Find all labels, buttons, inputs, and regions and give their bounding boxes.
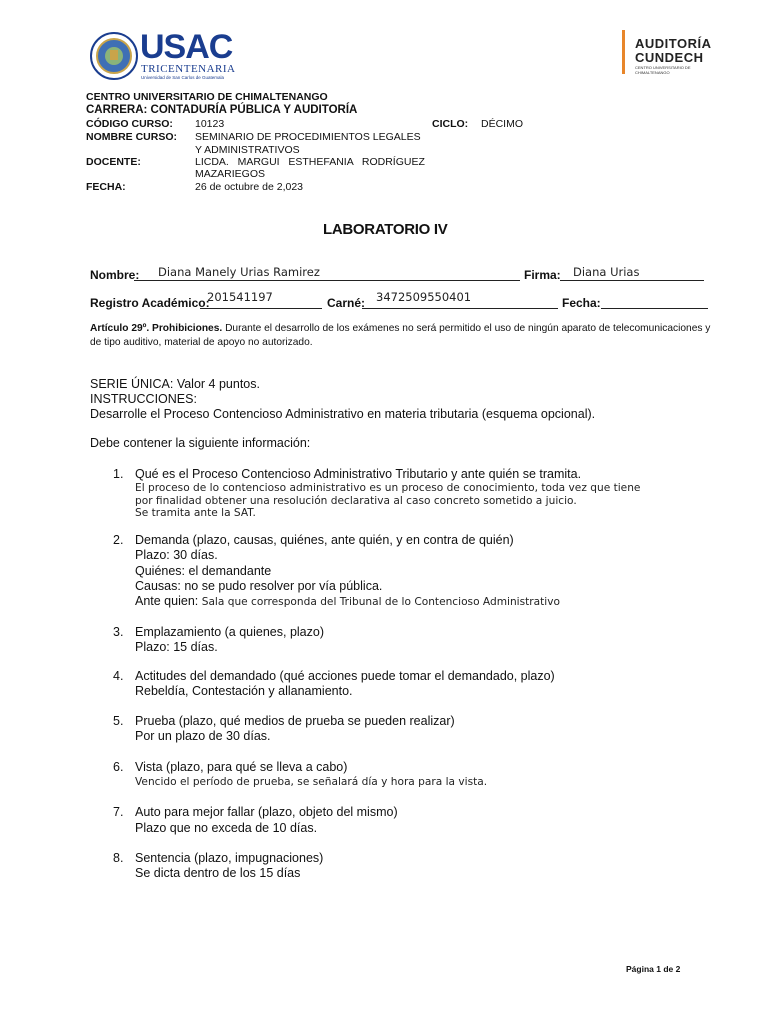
q6-answer[interactable]: Vencido el período de prueba, se señalará día y hora para la vista. <box>135 776 488 788</box>
code-value: 10123 <box>195 118 225 130</box>
q2-number: 2. <box>113 533 124 547</box>
article-text-1: Durante el desarrollo de los exámenes no será permitido el uso de ningún aparato de telecomunicaciones y <box>222 323 711 334</box>
cundech-logo <box>622 30 722 76</box>
course-label: NOMBRE CURSO: <box>86 131 177 143</box>
q8-number: 8. <box>113 851 124 865</box>
q1-answer-line-1: El proceso de lo contencioso administrativo es un proceso de conocimiento, toda vez que tiene <box>135 482 641 494</box>
registry-line <box>200 308 322 309</box>
q1-number: 1. <box>113 467 124 481</box>
instructions-intro: Debe contener la siguiente información: <box>90 436 311 450</box>
q2-line-1[interactable]: Plazo: 30 días. <box>135 548 218 562</box>
article-text <box>90 322 730 349</box>
carne-value[interactable]: 3472509550401 <box>376 290 472 304</box>
q7-number: 7. <box>113 805 124 819</box>
usac-seal-icon <box>90 32 138 80</box>
q2-line-4-label: Ante quien: <box>135 594 202 608</box>
q1-text: Qué es el Proceso Contencioso Administrativo Tributario y ante quién se tramita. <box>135 467 582 481</box>
q5-text: Prueba (plazo, qué medios de prueba se pueden realizar) <box>135 714 455 728</box>
cundech-logo-line1: AUDITORÍA <box>635 36 712 51</box>
signature-line <box>560 280 704 281</box>
q8-line-1[interactable]: Se dicta dentro de los 15 días <box>135 866 301 880</box>
name-label: Nombre: <box>90 268 140 282</box>
usac-logo-text: USAC <box>140 28 233 66</box>
q2-line-3[interactable]: Causas: no se pudo resolver por vía pública. <box>135 579 383 593</box>
code-label: CÓDIGO CURSO: <box>86 118 173 130</box>
institution-career: CARRERA: CONTADURÍA PÚBLICA Y AUDITORÍA <box>86 104 358 116</box>
q7-line-1[interactable]: Plazo que no exceda de 10 días. <box>135 821 318 835</box>
q2-line-2[interactable]: Quiénes: el demandante <box>135 564 272 578</box>
carne-label: Carné: <box>327 296 366 310</box>
q5-line-1[interactable]: Por un plazo de 30 días. <box>135 729 271 743</box>
usac-logo-tag: Universidad de San Carlos de Guatemala <box>141 75 225 80</box>
q1-answer-line-3: Se tramita ante la SAT. <box>135 507 256 519</box>
q3-number: 3. <box>113 625 124 639</box>
carne-line <box>362 308 558 309</box>
cycle-value: DÉCIMO <box>481 118 523 130</box>
series-text: SERIE ÚNICA: Valor 4 puntos. <box>90 377 260 391</box>
date-label: FECHA: <box>86 181 126 193</box>
teacher-value-1: LICDA. MARGUI ESTHEFANIA RODRÍGUEZ <box>195 156 425 168</box>
instructions-heading: INSTRUCCIONES: <box>90 392 197 406</box>
instructions-task: Desarrolle el Proceso Contencioso Administrativo en materia tributaria (esquema opcional). <box>90 407 596 421</box>
q1-answer-line-2: por finalidad obtener una resolución declarativa al caso concreto sometido a juicio. <box>135 494 577 507</box>
page-number: Página 1 de 2 <box>626 964 681 974</box>
teacher-value-2: MAZARIEGOS <box>195 168 266 180</box>
q2-text: Demanda (plazo, causas, quiénes, ante quién, y en contra de quién) <box>135 533 514 547</box>
page-title: LABORATORIO IV <box>323 221 448 238</box>
q3-text: Emplazamiento (a quienes, plazo) <box>135 625 324 639</box>
signature-value[interactable]: Diana Urias <box>573 265 640 279</box>
registry-label: Registro Académico: <box>90 296 210 310</box>
q4-number: 4. <box>113 669 124 683</box>
institution-center: CENTRO UNIVERSITARIO DE CHIMALTENANGO <box>86 91 328 103</box>
usac-logo-sub: TRICENTENARIA <box>141 63 236 75</box>
usac-logo <box>90 30 240 82</box>
q3-line-1[interactable]: Plazo: 15 días. <box>135 640 218 654</box>
q5-number: 5. <box>113 714 124 728</box>
article-text-2: de tipo auditivo, material de apoyo no autorizado. <box>90 336 313 348</box>
cycle-label: CICLO: <box>432 118 469 130</box>
q7-text: Auto para mejor fallar (plazo, objeto del mismo) <box>135 805 398 819</box>
cundech-logo-bar <box>622 30 625 74</box>
name-value[interactable]: Diana Manely Urias Ramirez <box>158 265 320 279</box>
student-date-label: Fecha: <box>562 296 601 310</box>
article-label: Artículo 29º. Prohibiciones. <box>90 323 223 334</box>
student-date-line[interactable] <box>601 308 708 309</box>
q2-line-4[interactable] <box>135 594 735 610</box>
teacher-label: DOCENTE: <box>86 156 141 168</box>
q4-line-1[interactable]: Rebeldía, Contestación y allanamiento. <box>135 684 353 698</box>
q4-text: Actitudes del demandado (qué acciones puede tomar el demandado, plazo) <box>135 669 555 683</box>
date-value: 26 de octubre de 2,023 <box>195 181 304 193</box>
q1-answer[interactable] <box>135 482 735 520</box>
signature-label: Firma: <box>524 268 561 282</box>
q2-line-4-value: Sala que corresponda del Tribunal de lo Contencioso Administrativo <box>201 596 560 608</box>
q6-number: 6. <box>113 760 124 774</box>
cundech-logo-line2: CUNDECH <box>635 50 704 65</box>
q8-text: Sentencia (plazo, impugnaciones) <box>135 851 324 865</box>
q6-text: Vista (plazo, para qué se lleva a cabo) <box>135 760 348 774</box>
course-value-1: SEMINARIO DE PROCEDIMIENTOS LEGALES <box>195 131 421 143</box>
cundech-logo-tag: CENTRO UNIVERSITARIO DE CHIMALTENANGO <box>635 65 691 75</box>
registry-value[interactable]: 201541197 <box>207 290 273 304</box>
name-line <box>134 280 520 281</box>
course-value-2: Y ADMINISTRATIVOS <box>195 144 300 156</box>
